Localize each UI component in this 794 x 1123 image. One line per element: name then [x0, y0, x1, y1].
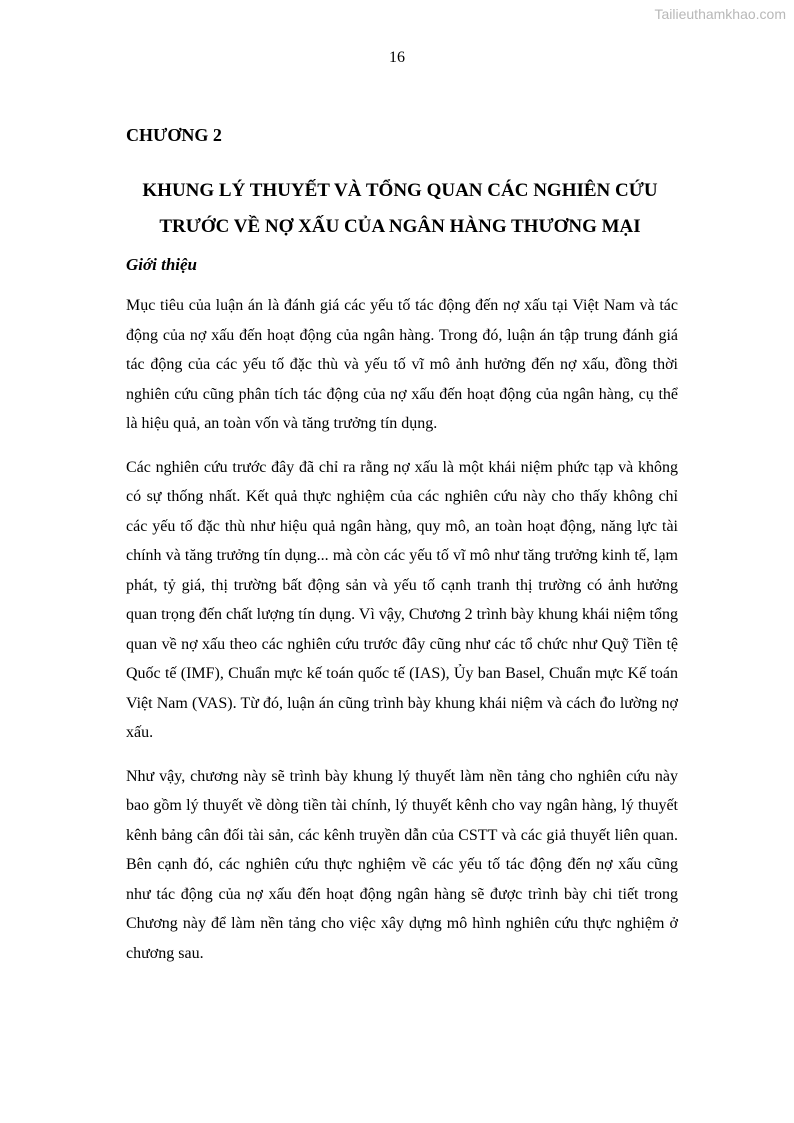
page-number: 16	[389, 49, 405, 66]
chapter-title-line-1: KHUNG LÝ THUYẾT VÀ TỔNG QUAN CÁC NGHIÊN CỨU	[142, 180, 658, 201]
paragraph: Như vậy, chương này sẽ trình bày khung lý thuyết làm nền tảng cho nghiên cứu này bao gồm lý thuyết về dòng tiền tài chính, lý thuyết kênh cho vay ngân hàng, lý thuyết kênh bảng cân đối tài sản, các kênh truyền dẫn của CSTT và các giả thuyết liên quan. Bên cạnh đó, các nghiên cứu thực nghiệm về các yếu tố tác động đến nợ xấu cũng như tác động của nợ xấu đến hoạt động ngân hàng sẽ được trình bày chi tiết trong Chương này để làm nền tảng cho việc xây dựng mô hình nghiên cứu thực nghiệm ở chương sau.	[126, 767, 678, 962]
chapter-title-line-2: TRƯỚC VỀ NỢ XẤU CỦA NGÂN HÀNG THƯƠNG MẠI	[159, 216, 641, 237]
watermark: Tailieuthamkhao.com	[654, 6, 786, 22]
paragraph: Các nghiên cứu trước đây đã chỉ ra rằng nợ xấu là một khái niệm phức tạp và không có sự thống nhất. Kết quả thực nghiệm của các nghiên cứu này cho thấy không chỉ các yếu tố đặc thù như hiệu quả ngân hàng, quy mô, an toàn hoạt động, năng lực tài chính và tăng trưởng tín dụng... mà còn các yếu tố vĩ mô như tăng trưởng kinh tế, lạm phát, tỷ giá, thị trường bất động sản và yếu tố cạnh tranh thị trường có ảnh hưởng quan trọng đến chất lượng tín dụng. Vì vậy, Chương 2 trình bày khung khái niệm tổng quan về nợ xấu theo các nghiên cứu trước đây cũng như các tổ chức như Quỹ Tiền tệ Quốc tế (IMF), Chuẩn mực kế toán quốc tế (IAS), Ủy ban Basel, Chuẩn mực Kế toán Việt Nam (VAS). Từ đó, luận án cũng trình bày khung khái niệm và cách đo lường nợ xấu.	[126, 458, 678, 741]
paragraph: Mục tiêu của luận án là đánh giá các yếu tố tác động đến nợ xấu tại Việt Nam và tác động của nợ xấu đến hoạt động của ngân hàng. Trong đó, luận án tập trung đánh giá tác động của các yếu tố đặc thù và yếu tố vĩ mô ảnh hưởng đến nợ xấu, đồng thời nghiên cứu cũng phân tích tác động của nợ xấu đến hoạt động của ngân hàng, cụ thể là hiệu quả, an toàn vốn và tăng trưởng tín dụng.	[126, 297, 678, 432]
body-text	[126, 291, 678, 982]
section-heading: Giới thiệu	[126, 255, 197, 274]
chapter-label: CHƯƠNG 2	[126, 125, 222, 145]
chapter-title	[110, 173, 690, 245]
